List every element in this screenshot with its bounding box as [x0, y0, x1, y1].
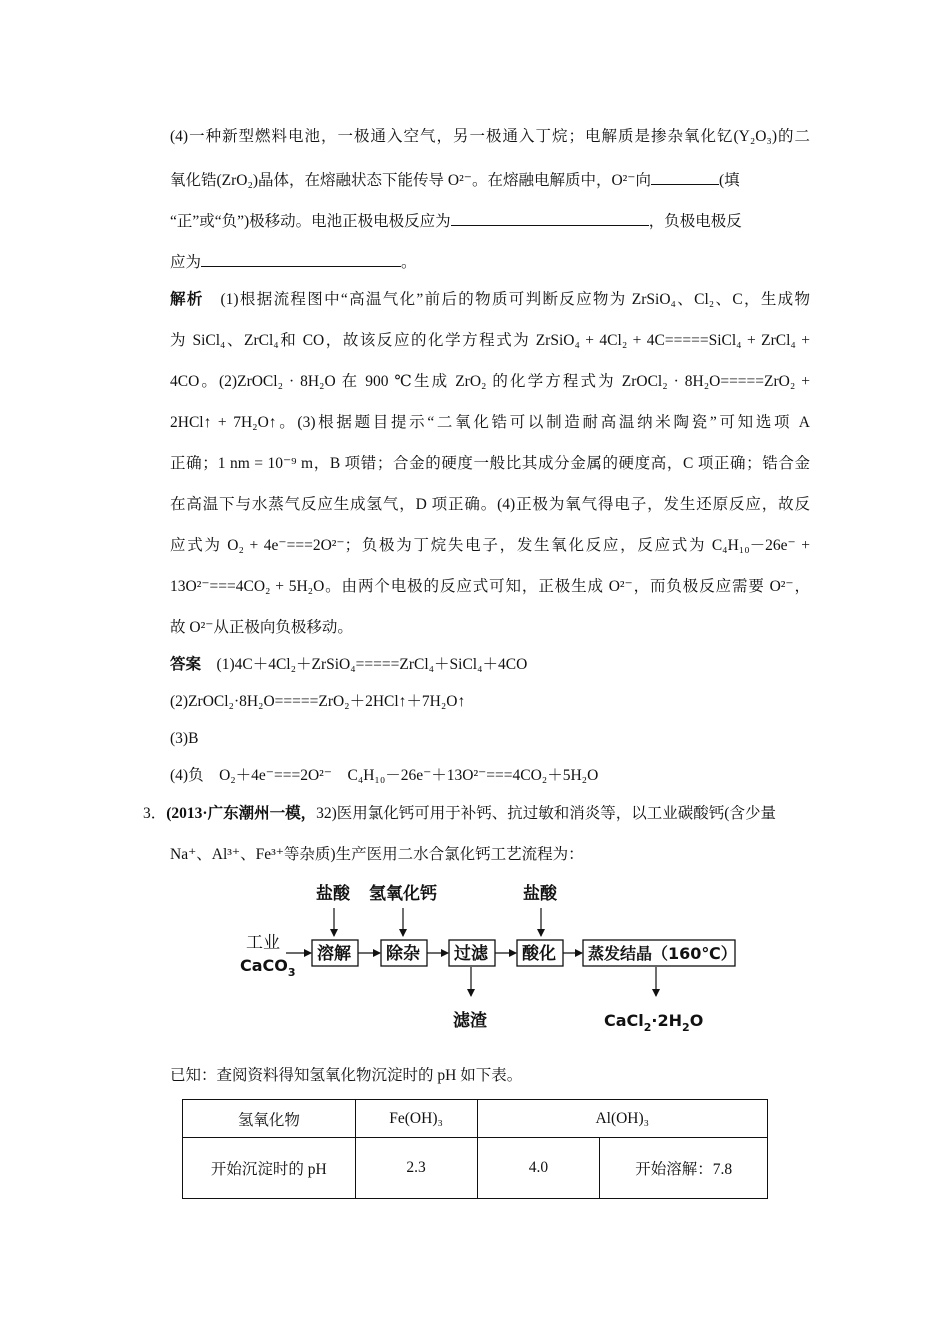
flow-output-product: $CaCl_2\cdot 2H_2O$ [604, 1011, 704, 1034]
flow-box-dissolve-label: 溶解 [317, 944, 351, 964]
q3-number: 3． [143, 805, 167, 822]
q4-line-4 [170, 252, 810, 273]
analysis-line-5: 正确；1 nm = 10⁻⁹ m，B 项错；合金的硬度一般比其成分金属的硬度高，C 项正确；锆合金 [170, 455, 810, 472]
table-header-row [183, 1100, 768, 1138]
flow-input-hcl-1: 盐酸 [316, 884, 350, 904]
q3-text: 医用氯化钙可用于补钙、抗过敏和消炎等，以工业碳酸钙(含少量 [336, 805, 776, 822]
table-header-hydroxide: 氢氧化物 [183, 1100, 356, 1138]
analysis-line-1 [170, 290, 810, 310]
answer-line-4: (4)负 O₂＋4e⁻===2O²⁻ C₄H₁₀－26e⁻＋13O²⁻===4CO₂＋5H₂O [170, 767, 599, 784]
flow-output-residue: 滤渣 [453, 1011, 487, 1031]
table-cell-al-dissolve: 开始溶解：7.8 [600, 1138, 768, 1199]
q3-line-2: Na⁺、Al³⁺、Fe³⁺等杂质)生产医用二水合氯化钙工艺流程为： [170, 846, 584, 863]
analysis-line-3: 4CO。(2)ZrOCl₂ · 8H₂O 在 900 ℃生成 ZrO₂ 的化学方程式为 ZrOCl₂ · 8H₂O=====ZrO₂ + [170, 373, 810, 390]
process-flow-diagram [238, 878, 758, 1043]
flow-input-caoh2: 氢氧化钙 [369, 884, 437, 904]
analysis-line-2: 为 SiCl₄、ZrCl₄和 CO，故该反应的化学方程式为 ZrSiO₄ + 4Cl₂ + 4C=====SiCl₄ + ZrCl₄ + [170, 332, 810, 349]
answer-line-2: (2)ZrOCl₂·8H₂O=====ZrO₂＋2HCl↑＋7H₂O↑ [170, 693, 466, 710]
answer-line-1 [170, 655, 810, 675]
q3-source: (2013·广东潮州一模， [166, 805, 317, 822]
analysis-text: (1)根据流程图中“高温气化”前后的物质可判断反应物为 ZrSiO₄、Cl₂、C，生成物 [220, 291, 810, 308]
analysis-line-8: 13O²⁻===4CO₂ + 5H₂O。由两个电极的反应式可知，正极生成 O²⁻，而负极反应需要 O²⁻， [170, 578, 810, 595]
table-header-feoh3: Fe(OH)₃ [355, 1100, 477, 1138]
q4-line-2 [170, 170, 810, 191]
q4-line-3 [170, 211, 810, 232]
q4-line-2-text: 氧化锆(ZrO₂)晶体，在熔融状态下能传导 O²⁻。在熔融电解质中，O²⁻向 [170, 172, 651, 189]
q4-line-1: (4)一种新型燃料电池，一极通入空气，另一极通入丁烷；电解质是掺杂氧化钇(Y₂O₃)的二 [170, 128, 810, 145]
analysis-line-7: 应式为 O₂ + 4e⁻===2O²⁻；负极为丁烷失电子，发生氧化反应，反应式为 C₄H₁₀－26e⁻ + [170, 537, 810, 554]
analysis-line-6: 在高温下与水蒸气反应生成氢气，D 项正确。(4)正极为氧气得电子，发生还原反应，故反 [170, 496, 810, 513]
q4-line-2-tail: (填 [718, 172, 740, 189]
q4-line-3-tail: ，负极电极反 [648, 213, 742, 230]
answer-text-1: (1)4C＋4Cl₂＋ZrSiO₄=====ZrCl₄＋SiCl₄＋4CO [216, 656, 528, 673]
q4-line-4-text: 应为 [170, 254, 202, 271]
known-info: 已知：查阅资料得知氢氧化物沉淀时的 pH 如下表。 [170, 1067, 523, 1084]
analysis-line-9: 故 O²⁻从正极向负极移动。 [170, 619, 353, 636]
answer-blank [651, 170, 719, 185]
q3-line-1 [143, 804, 810, 824]
q4-line-4-tail: 。 [401, 254, 417, 271]
q4-line-3-text: “正”或“负”)极移动。电池正极电极反应为 [170, 213, 451, 230]
analysis-label: 解析 [170, 291, 204, 308]
flow-box-evaporate-label: 蒸发结晶（160℃） [588, 944, 737, 963]
answer-line-3: (3)B [170, 730, 199, 747]
answer-blank [451, 211, 649, 226]
analysis-line-4: 2HCl↑ + 7H₂O↑。(3)根据题目提示“二氧化锆可以制造耐高温纳米陶瓷”可知选项 A [170, 414, 810, 431]
flow-start-label-2: CaCO$_3$ [240, 956, 296, 979]
table-cell-label: 开始沉淀时的 pH [183, 1138, 356, 1199]
table-cell-al-ph: 4.0 [477, 1138, 600, 1199]
flow-input-hcl-2: 盐酸 [523, 884, 557, 904]
ph-table [182, 1099, 768, 1199]
table-cell-fe-ph: 2.3 [355, 1138, 477, 1199]
table-header-aloh3: Al(OH)₃ [477, 1100, 768, 1138]
flow-box-purify-label: 除杂 [386, 944, 420, 964]
answer-blank [201, 252, 401, 267]
flow-box-filter-label: 过滤 [454, 944, 488, 964]
answer-label: 答案 [170, 656, 202, 673]
q3-source-num: 32) [316, 805, 337, 822]
flow-start-label-1: 工业 [246, 933, 280, 953]
flow-box-acidify-label: 酸化 [522, 944, 556, 964]
table-row [183, 1138, 768, 1199]
